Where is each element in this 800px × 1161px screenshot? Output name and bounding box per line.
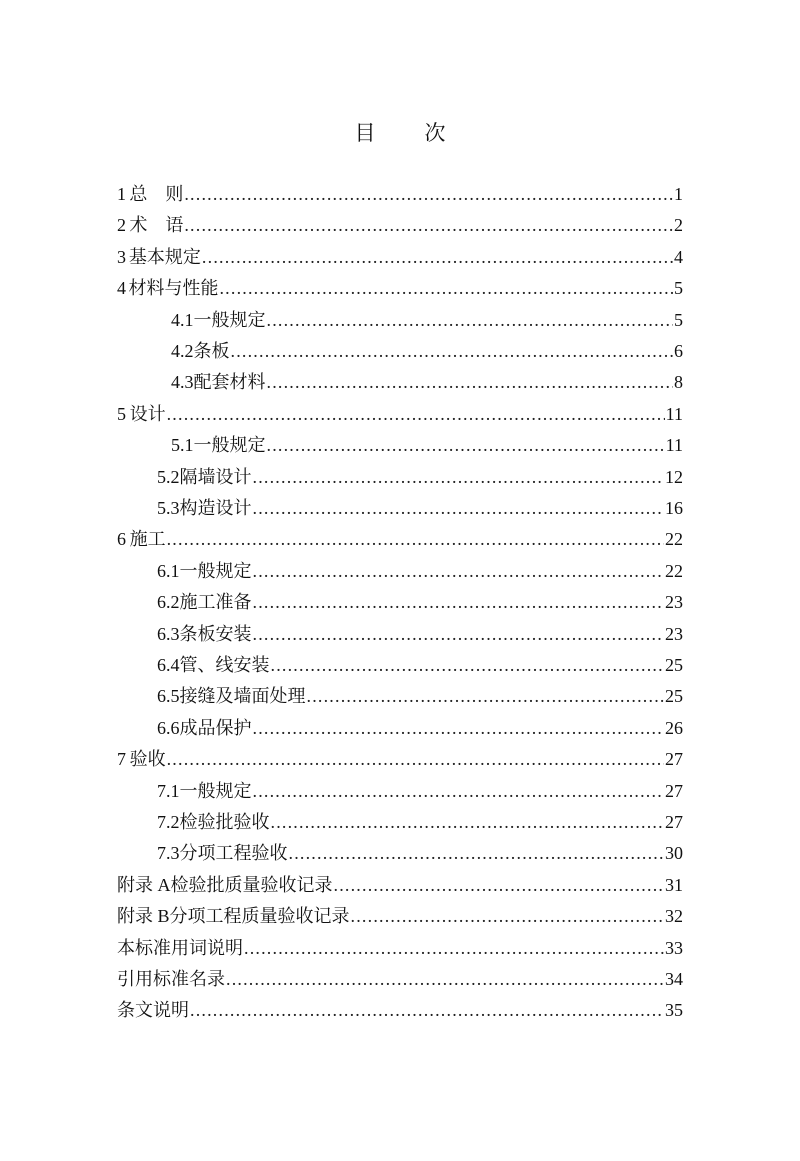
toc-entry-page: 23 — [665, 623, 683, 644]
toc-entry-label: 管、线安装 — [179, 655, 270, 675]
toc-entry[interactable] — [117, 871, 683, 899]
leader-dots — [184, 211, 673, 239]
toc-entry[interactable] — [157, 494, 683, 522]
toc-entry[interactable] — [171, 368, 683, 396]
leader-dots — [253, 620, 665, 648]
toc-entry-page: 5 — [674, 309, 683, 330]
toc-entry[interactable] — [157, 588, 683, 616]
toc-entry-number: 附录 B — [117, 906, 170, 927]
toc-entry[interactable] — [157, 808, 683, 836]
toc-entry-label: 接缝及墙面处理 — [179, 686, 306, 707]
toc-entry-page: 34 — [665, 969, 683, 989]
leader-dots — [271, 651, 665, 679]
toc-entry-label: 一般规定 — [193, 435, 266, 456]
toc-entry[interactable] — [157, 682, 683, 710]
leader-dots — [202, 243, 673, 271]
toc-entry-number: 6 — [117, 529, 126, 550]
toc-entry-label: 设计 — [129, 403, 166, 424]
toc-entry-page: 23 — [665, 592, 683, 613]
toc-entry-label: 条板安装 — [179, 623, 252, 644]
leader-dots — [226, 965, 664, 993]
toc-entry[interactable] — [157, 714, 683, 742]
leader-dots — [184, 180, 673, 208]
toc-entry[interactable] — [157, 557, 683, 585]
toc-entry-number: 4.1 — [171, 309, 194, 330]
toc-entry[interactable] — [117, 745, 683, 773]
leader-dots — [253, 494, 665, 522]
toc-entry-page: 22 — [665, 529, 683, 550]
toc-entry-label: 一般规定 — [193, 309, 266, 330]
toc-entry-number: 5.1 — [171, 435, 194, 456]
toc-entry[interactable] — [157, 777, 683, 805]
toc-entry[interactable] — [157, 839, 683, 867]
leader-dots — [307, 682, 665, 710]
toc-entry-page: 2 — [674, 215, 683, 236]
toc-entry-label: 检验批质量验收记录 — [170, 874, 333, 895]
toc-entry-label: 施工 — [129, 529, 166, 550]
toc-entry[interactable] — [157, 620, 683, 648]
toc-entry[interactable] — [117, 243, 683, 271]
leader-dots — [267, 368, 674, 396]
toc-entry[interactable] — [157, 463, 683, 491]
toc-entry-label: 总 则 — [129, 184, 184, 204]
toc-entry[interactable] — [117, 525, 683, 553]
toc-entry-page: 1 — [674, 184, 683, 204]
toc-entry-page: 32 — [665, 906, 683, 927]
leader-dots — [253, 557, 665, 585]
toc-entry-label: 分项工程质量验收记录 — [169, 906, 350, 927]
toc-entry-number: 2 — [117, 215, 126, 236]
toc-entry-page: 31 — [665, 874, 683, 895]
toc-entry-number: 4.2 — [171, 341, 194, 361]
toc-entry-number: 4.3 — [171, 372, 194, 393]
leader-dots — [190, 996, 664, 1024]
leader-dots — [219, 274, 673, 302]
toc-entry-label: 分项工程验收 — [179, 843, 288, 864]
leader-dots — [167, 745, 664, 773]
toc-entry[interactable] — [117, 934, 683, 962]
toc-entry-number: 6.4 — [157, 655, 180, 675]
toc-entry-page: 12 — [665, 466, 683, 487]
toc-entry[interactable] — [117, 902, 683, 930]
leader-dots — [289, 839, 665, 867]
toc-entry[interactable] — [117, 996, 683, 1024]
toc-entry-number: 6.6 — [157, 717, 180, 738]
toc-entry-label: 施工准备 — [179, 592, 252, 613]
leader-dots — [253, 463, 665, 491]
toc-entry-number: 7.2 — [157, 812, 180, 832]
toc-entry-page: 11 — [665, 403, 683, 424]
toc-entry-page: 27 — [665, 749, 683, 770]
leader-dots — [244, 934, 664, 962]
toc-entry[interactable] — [171, 306, 683, 334]
toc-entry-page: 27 — [665, 780, 683, 801]
toc-entry-page: 22 — [665, 560, 683, 581]
toc-entry[interactable] — [117, 180, 683, 208]
toc-entry-label: 成品保护 — [179, 717, 252, 738]
leader-dots — [267, 306, 674, 334]
toc-entry-page: 25 — [665, 655, 683, 675]
leader-dots — [253, 777, 665, 805]
toc-entry-label: 构造设计 — [179, 498, 252, 518]
toc-entry-label: 基本规定 — [128, 246, 201, 267]
toc-entry-label: 配套材料 — [193, 372, 266, 393]
toc-entry-page: 30 — [665, 843, 683, 864]
toc-entry-label: 检验批验收 — [179, 812, 270, 832]
leader-dots — [167, 400, 665, 428]
toc-entry-number: 7.1 — [157, 780, 180, 801]
toc-entry-number: 1 — [117, 184, 126, 204]
toc-entry-number: 4 — [117, 278, 126, 299]
leader-dots — [167, 525, 664, 553]
toc-entry-number: 6.1 — [157, 560, 180, 581]
toc-entry-page: 5 — [674, 278, 683, 299]
toc-entry-label: 引用标准名录 — [117, 969, 225, 989]
toc-entry-label: 条文说明 — [117, 1000, 189, 1021]
toc-entry-number: 5 — [117, 403, 126, 424]
toc-entry-page: 8 — [674, 372, 683, 393]
toc-entry[interactable] — [117, 965, 683, 993]
toc-entry-number: 6.5 — [157, 686, 180, 707]
toc-entry-page: 35 — [665, 1000, 683, 1021]
leader-dots — [334, 871, 665, 899]
toc-entry-number: 7.3 — [157, 843, 180, 864]
toc-entry-page: 16 — [665, 498, 683, 518]
toc-entry-page: 33 — [665, 937, 683, 958]
toc-entry-label: 一般规定 — [179, 780, 252, 801]
leader-dots — [253, 714, 665, 742]
leader-dots — [231, 337, 674, 365]
toc-entry[interactable] — [117, 400, 683, 428]
toc-entry-page: 25 — [665, 686, 683, 707]
page-title: 目 次 — [354, 121, 460, 145]
toc-entry-number: 6.2 — [157, 592, 180, 613]
toc-entry-number: 5.2 — [157, 466, 180, 487]
leader-dots — [271, 808, 665, 836]
toc-entry-label: 材料与性能 — [128, 278, 219, 299]
toc-entry-page: 26 — [665, 717, 683, 738]
toc-entry-label: 一般规定 — [179, 560, 252, 581]
toc-entry-label: 验收 — [129, 749, 166, 770]
toc-entry-label: 隔墙设计 — [179, 466, 252, 487]
toc-entry-label: 术 语 — [129, 215, 184, 236]
toc-entry[interactable] — [117, 274, 683, 302]
leader-dots — [253, 588, 665, 616]
leader-dots — [267, 431, 665, 459]
toc-entry-number: 5.3 — [157, 498, 180, 518]
toc-entry[interactable] — [157, 651, 683, 679]
toc-entry[interactable] — [171, 337, 683, 365]
toc-entry-page: 6 — [674, 341, 683, 361]
toc-entry-number: 3 — [117, 246, 126, 267]
toc-entry-page: 27 — [665, 812, 683, 832]
toc-entry-page: 4 — [674, 246, 683, 267]
toc-entry-number: 6.3 — [157, 623, 180, 644]
toc-entry[interactable] — [117, 211, 683, 239]
toc-entry-label: 条板 — [193, 341, 230, 361]
toc-entry-number: 7 — [117, 749, 126, 770]
toc-entry-page: 11 — [665, 435, 683, 456]
toc-entry-number: 附录 A — [117, 874, 171, 895]
toc-entry[interactable] — [171, 431, 683, 459]
toc-entry-label: 本标准用词说明 — [117, 937, 243, 958]
leader-dots — [351, 902, 664, 930]
